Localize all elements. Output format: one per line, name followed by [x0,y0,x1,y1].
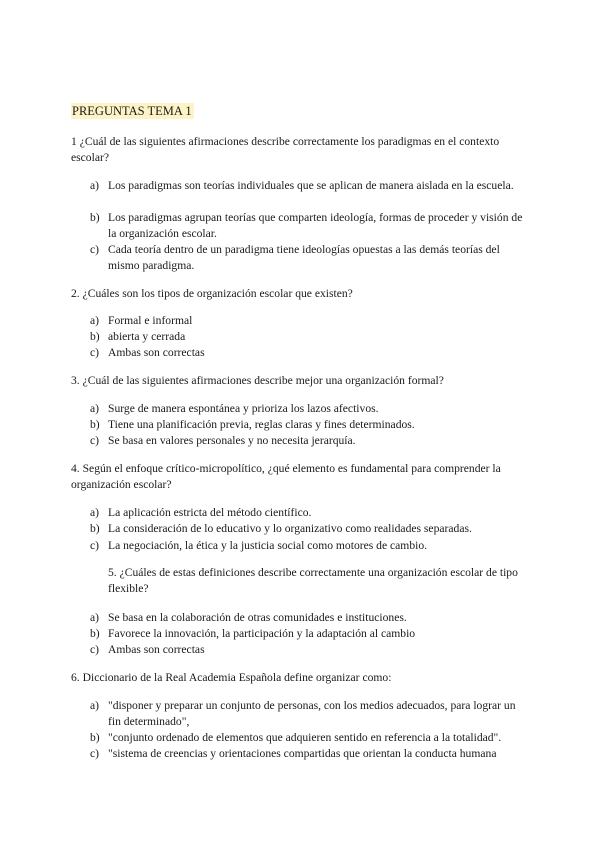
question-6-option-c [90,746,530,762]
question-2-option-b [90,329,530,345]
option-label: a) [90,179,100,192]
question-1-option-c [90,242,530,274]
option-label: c) [90,539,100,552]
question-5: 5. ¿Cuáles de estas definiciones describe correctamente una organización escolar de tipo flexible? [108,566,518,595]
question-4-option-a [90,505,530,521]
option-label: b) [90,627,100,640]
question-4-option-b [90,521,530,537]
option-label: b) [90,731,100,744]
option-label: c) [90,643,100,656]
option-text: Surge de manera espontánea y prioriza los lazos afectivos. [108,402,379,415]
option-text: Ambas son correctas [108,643,205,656]
option-text: abierta y cerrada [108,330,186,343]
option-text: Se basa en valores personales y no necesita jerarquía. [108,434,356,447]
option-text: "disponer y preparar un conjunto de personas, con los medios adecuados, para lograr un fin determinado", [108,699,516,728]
option-label: c) [90,434,100,447]
question-2-option-a [90,313,530,329]
option-label: c) [90,243,100,256]
option-text: La negociación, la ética y la justicia social como motores de cambio. [108,539,428,552]
option-label: b) [90,522,100,535]
page-title: PREGUNTAS TEMA 1 [72,104,192,118]
option-text: Los paradigmas son teorías individuales que se aplican de manera aislada en la escuela. [108,179,514,192]
question-3-option-a [90,401,530,417]
option-label: b) [90,330,100,343]
question-5-option-c [90,642,530,658]
question-5-option-b [90,626,530,642]
question-3-option-b [90,417,530,433]
question-6-option-a [90,698,530,730]
option-label: a) [90,699,100,712]
question-2: 2. ¿Cuáles son los tipos de organización escolar que existen? [71,287,353,300]
option-text: "sistema de creencias y orientaciones compartidas que orientan la conducta humana [108,747,497,760]
question-1: 1 ¿Cuál de las siguientes afirmaciones describe correctamente los paradigmas en el contexto escolar? [71,135,500,164]
option-label: c) [90,346,100,359]
option-label: a) [90,506,100,519]
question-4-option-c [90,538,530,554]
option-text: Se basa en la colaboración de otras comunidades e instituciones. [108,611,407,624]
option-label: a) [90,611,100,624]
option-text: Ambas son correctas [108,346,205,359]
question-1-option-b [90,210,530,242]
option-label: c) [90,747,100,760]
option-label: a) [90,314,100,327]
option-text: Favorece la innovación, la participación y la adaptación al cambio [108,627,416,640]
option-text: Cada teoría dentro de un paradigma tiene ideologías opuestas a las demás teorías del mismo paradigma. [108,243,500,272]
option-label: b) [90,211,100,224]
option-text: La aplicación estricta del método científico. [108,506,312,519]
option-text: Formal e informal [108,314,193,327]
option-text: Los paradigmas agrupan teorías que comparten ideología, formas de proceder y visión de la organización escolar. [108,211,523,240]
question-6-option-b [90,730,530,746]
question-1-option-a [90,178,530,194]
question-5-option-a [90,610,530,626]
question-2-option-c [90,345,530,361]
option-label: b) [90,418,100,431]
question-3-option-c [90,433,530,449]
option-text: La consideración de lo educativo y lo organizativo como realidades separadas. [108,522,472,535]
option-text: Tiene una planificación previa, reglas claras y fines determinados. [108,418,415,431]
option-text: "conjunto ordenado de elementos que adquieren sentido en referencia a la totalidad". [108,731,502,744]
question-3: 3. ¿Cuál de las siguientes afirmaciones describe mejor una organización formal? [71,374,444,387]
question-4: 4. Según el enfoque crítico-micropolítico, ¿qué elemento es fundamental para comprender la organización escolar? [71,462,501,491]
option-label: a) [90,402,100,415]
question-6: 6. Diccionario de la Real Academia Española define organizar como: [71,671,392,684]
